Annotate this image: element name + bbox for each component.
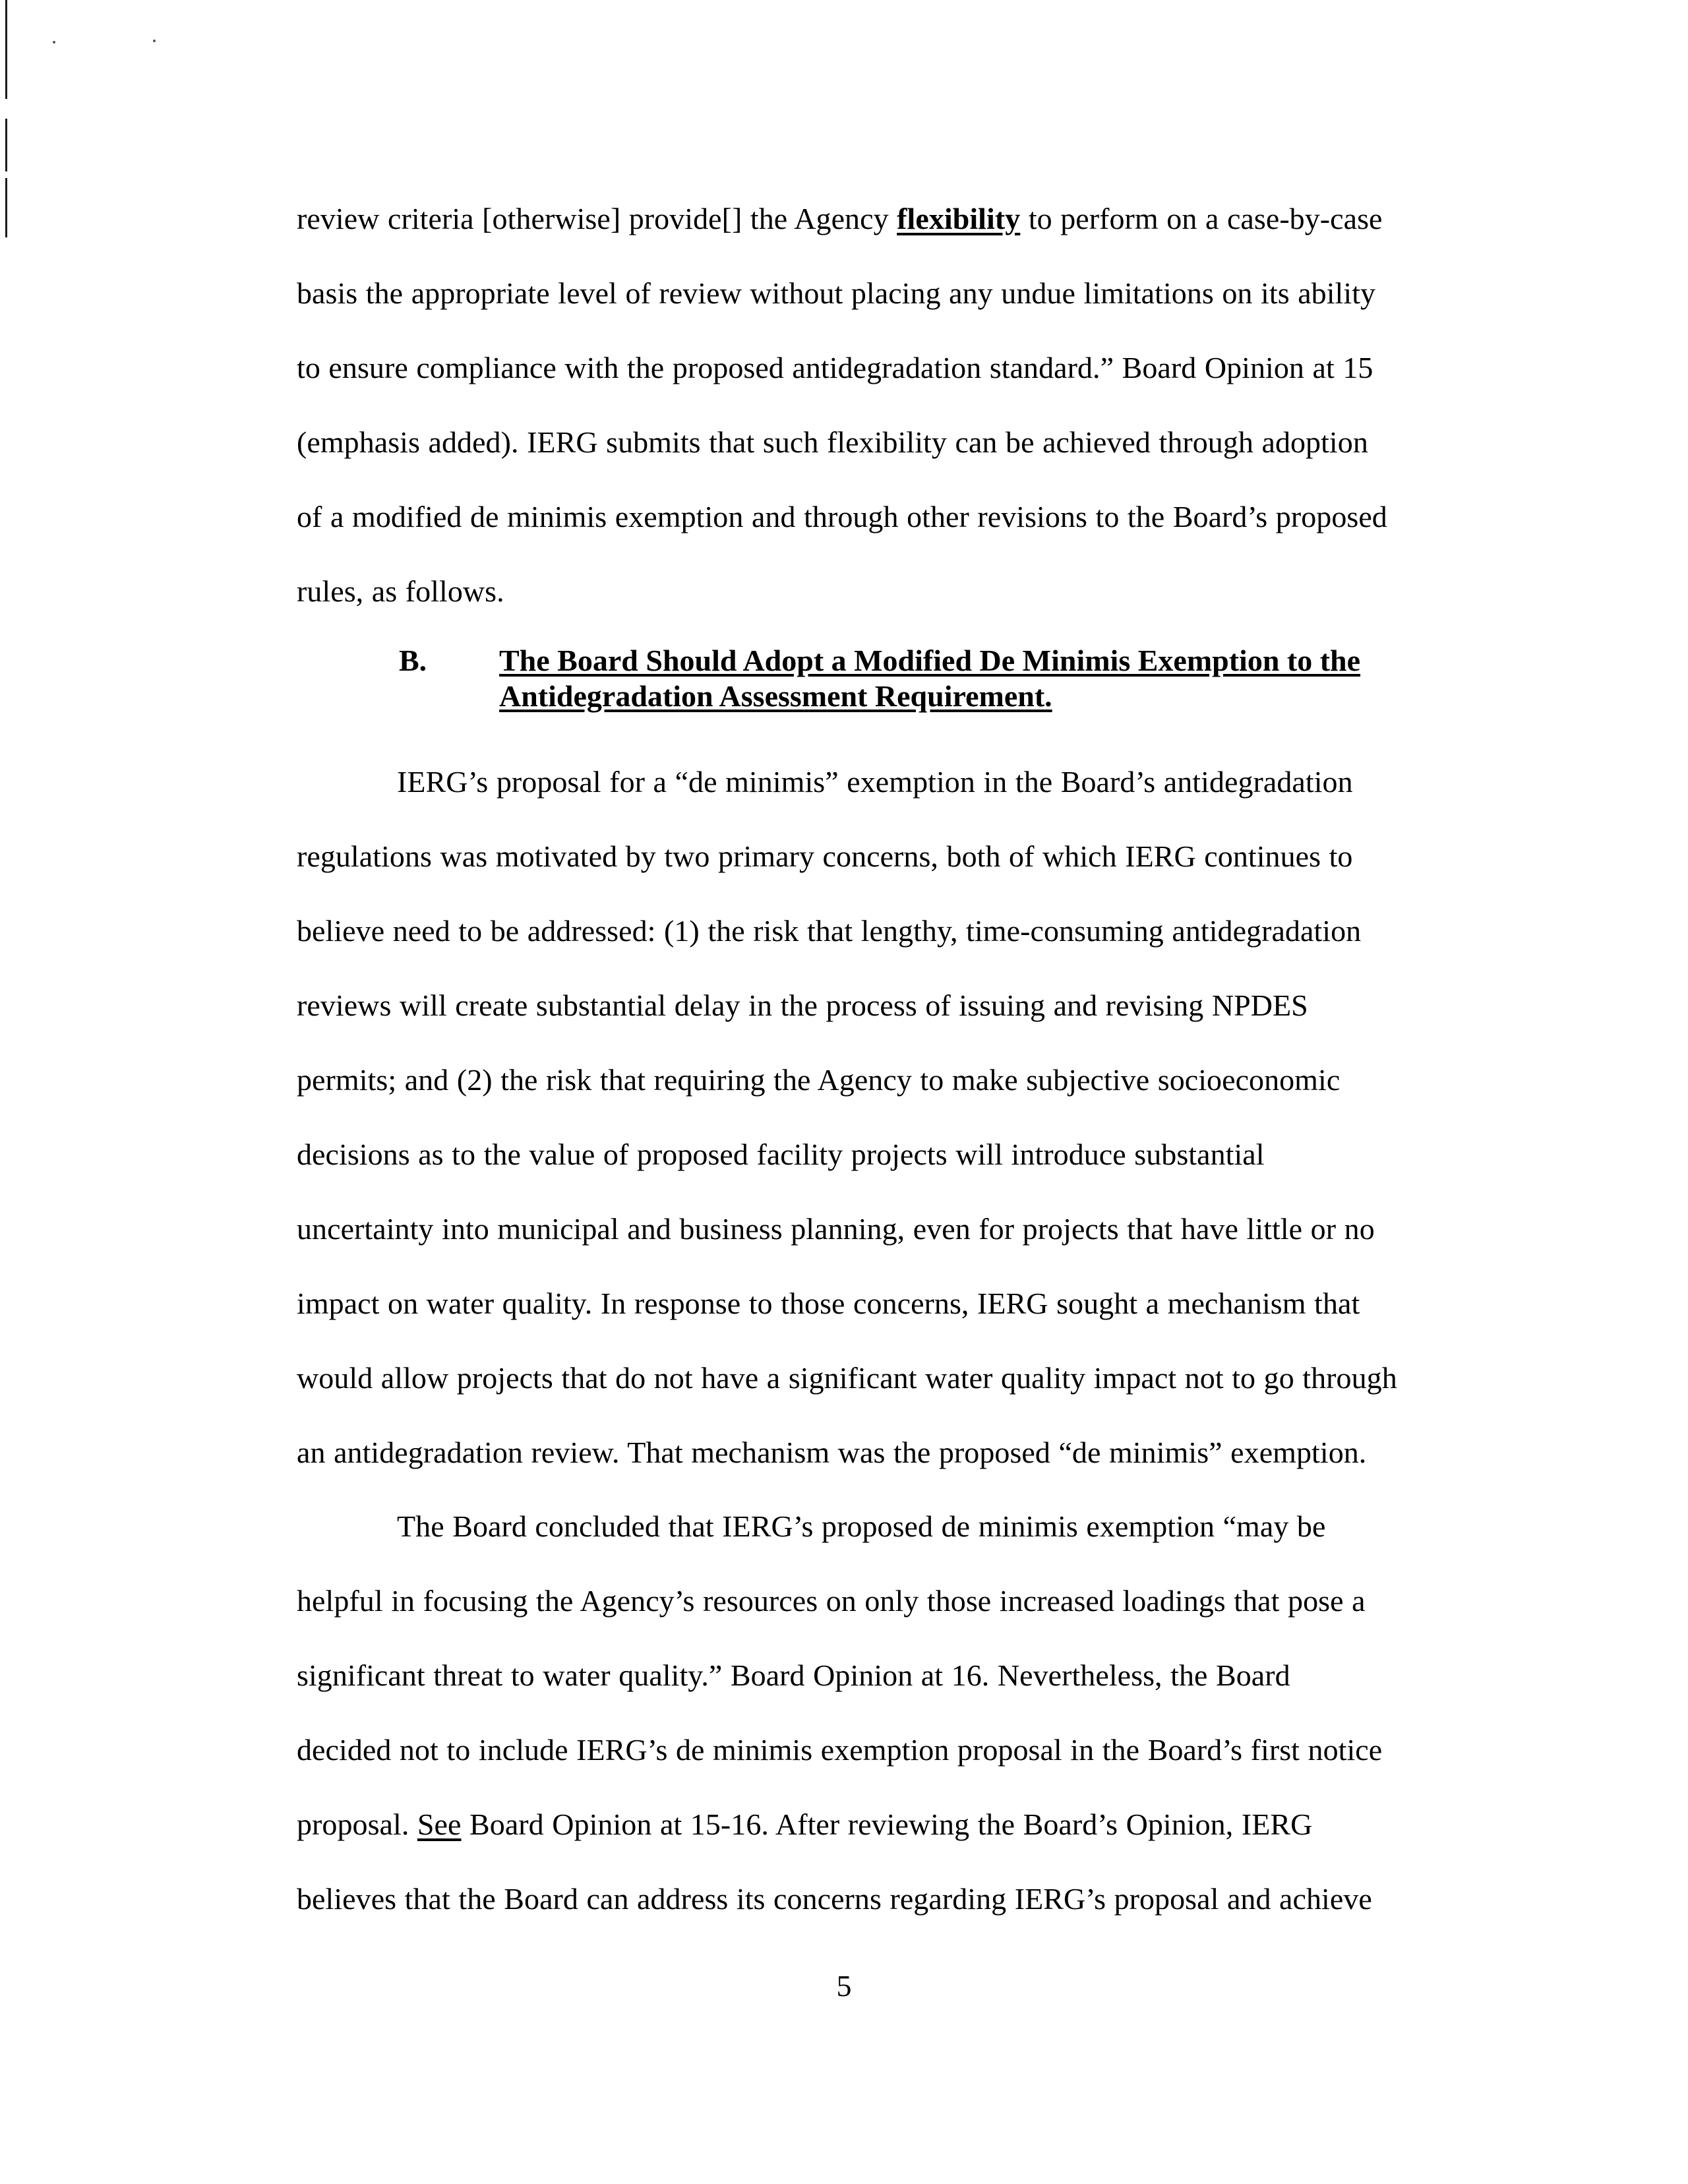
text-line: regulations was motivated by two primary concerns, both of which IERG continues to: [297, 839, 1353, 873]
text-span: Board Opinion at 15-16. After reviewing the Board’s Opinion, IERG: [461, 1807, 1313, 1841]
paragraph-2: [297, 744, 1484, 1490]
scan-edge-mark: [5, 119, 7, 171]
text-line: permits; and (2) the risk that requiring the Agency to make subjective socioeconomic: [297, 1063, 1341, 1097]
scan-speck: [53, 41, 55, 44]
text-span: proposal.: [297, 1807, 417, 1841]
text-line: rules, as follows.: [297, 574, 504, 608]
text-line: [297, 1787, 1484, 1862]
paragraph-3: [297, 1489, 1484, 1936]
paragraph-1: [297, 181, 1484, 628]
text-line: of a modified de minimis exemption and through other revisions to the Board’s proposed: [297, 500, 1387, 533]
section-letter: B.: [399, 644, 427, 677]
scan-edge-mark: [5, 178, 7, 237]
text-line: significant threat to water quality.” Board Opinion at 16. Nevertheless, the Board: [297, 1658, 1290, 1692]
text-line: IERG’s proposal for a “de minimis” exemption in the Board’s antidegradation: [397, 765, 1353, 799]
text-span: review criteria [otherwise] provide[] the Agency: [297, 202, 897, 235]
text-span: to perform on a case-by-case: [1020, 202, 1383, 235]
text-line: believe need to be addressed: (1) the risk that lengthy, time-consuming antidegradation: [297, 914, 1362, 948]
section-title-line: The Board Should Adopt a Modified De Minimis Exemption to the: [499, 644, 1361, 677]
emphasized-word: flexibility: [897, 202, 1021, 235]
text-line: uncertainty into municipal and business planning, even for projects that have little or no: [297, 1212, 1375, 1246]
text-line: [297, 181, 1484, 256]
scan-speck: [153, 40, 156, 42]
text-line: impact on water quality. In response to those concerns, IERG sought a mechanism that: [297, 1287, 1360, 1320]
text-line: (emphasis added). IERG submits that such flexibility can be achieved through adoption: [297, 425, 1368, 459]
text-line: to ensure compliance with the proposed antidegradation standard.” Board Opinion at 15: [297, 351, 1373, 384]
text-line: believes that the Board can address its concerns regarding IERG’s proposal and achieve: [297, 1882, 1372, 1916]
text-line: helpful in focusing the Agency’s resources on only those increased loadings that pose a: [297, 1584, 1366, 1618]
section-title-line: Antidegradation Assessment Requirement.: [499, 679, 1052, 713]
scan-edge-mark: [5, 0, 7, 99]
text-line: reviews will create substantial delay in the process of issuing and revising NPDES: [297, 988, 1308, 1022]
text-line: decisions as to the value of proposed facility projects will introduce substantial: [297, 1138, 1265, 1171]
text-line: an antidegradation review. That mechanism was the proposed “de minimis” exemption.: [297, 1436, 1367, 1469]
text-line: would allow projects that do not have a significant water quality impact not to go through: [297, 1361, 1397, 1395]
text-line: basis the appropriate level of review without placing any undue limitations on its ability: [297, 276, 1376, 310]
text-line: The Board concluded that IERG’s proposed de minimis exemption “may be: [397, 1509, 1326, 1543]
page-number: 5: [836, 1969, 852, 2003]
text-line: decided not to include IERG’s de minimis exemption proposal in the Board’s first notice: [297, 1733, 1383, 1767]
section-title: [499, 643, 1360, 714]
citation-signal: See: [417, 1807, 462, 1841]
